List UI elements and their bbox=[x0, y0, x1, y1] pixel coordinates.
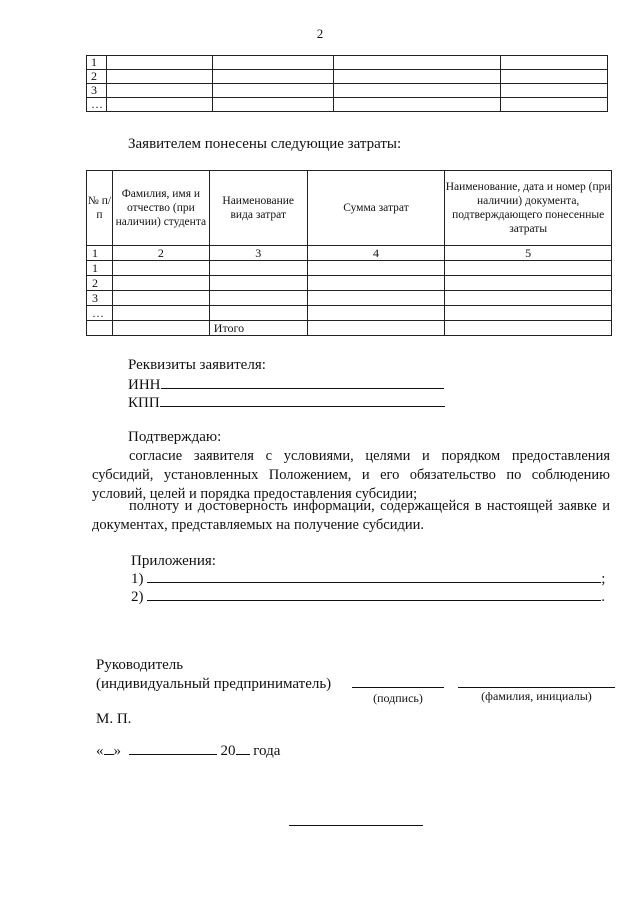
confirm-paragraph-2: полноту и достоверность информации, содержащейся в настоящей заявке и документах, представляемых на получение субсидии. bbox=[92, 498, 610, 533]
table-cell bbox=[112, 321, 209, 336]
day-field[interactable] bbox=[104, 754, 114, 755]
row-number: … bbox=[87, 98, 107, 112]
table-row bbox=[87, 306, 612, 321]
year-field[interactable] bbox=[236, 754, 250, 755]
column-number: 3 bbox=[209, 246, 307, 261]
table-cell bbox=[307, 321, 445, 336]
confirm-paragraph-1: согласие заявителя с условиями, целями и порядком предоставления субсидий, установленных Положением, и его обязательство по соблюдению условий, целей и порядка предоставления субсидии; bbox=[92, 448, 610, 502]
kpp-label: КПП bbox=[128, 395, 160, 411]
col-header-number: № п/п bbox=[87, 171, 113, 246]
requisites-title: Реквизиты заявителя: bbox=[128, 357, 266, 373]
table-cell bbox=[307, 276, 445, 291]
col-header-cost-type: Наименование вида затрат bbox=[209, 171, 307, 246]
table-cell bbox=[112, 261, 209, 276]
table-row bbox=[87, 56, 608, 70]
table-cell bbox=[106, 98, 212, 112]
kpp-row bbox=[128, 394, 445, 413]
attachment-1-field[interactable] bbox=[147, 582, 601, 583]
attachment-2-end: . bbox=[601, 589, 605, 605]
table-cell bbox=[333, 70, 501, 84]
table-cell bbox=[333, 84, 501, 98]
inn-row bbox=[128, 376, 444, 395]
name-line[interactable] bbox=[458, 687, 615, 688]
table-cell bbox=[112, 291, 209, 306]
attachment-2-label: 2) bbox=[131, 589, 144, 605]
table-cell bbox=[445, 291, 612, 306]
table-row bbox=[87, 84, 608, 98]
table-cell bbox=[501, 56, 608, 70]
table-cell bbox=[333, 56, 501, 70]
table-cell bbox=[445, 276, 612, 291]
table-row bbox=[87, 70, 608, 84]
year-suffix: года bbox=[253, 743, 281, 759]
signature-line[interactable] bbox=[352, 687, 444, 688]
date-close-quote: » bbox=[113, 743, 121, 759]
table-cell bbox=[333, 98, 501, 112]
attachments-title: Приложения: bbox=[131, 553, 216, 569]
table-cell bbox=[212, 56, 333, 70]
table-cell bbox=[501, 84, 608, 98]
row-number: 2 bbox=[87, 276, 113, 291]
table-cell bbox=[106, 84, 212, 98]
table-cell bbox=[209, 306, 307, 321]
table-row bbox=[87, 261, 612, 276]
table-cell bbox=[307, 291, 445, 306]
signature-role-line1: Руководитель bbox=[96, 657, 184, 673]
stamp-mark: М. П. bbox=[96, 711, 132, 727]
column-number: 4 bbox=[307, 246, 445, 261]
table-cell bbox=[307, 261, 445, 276]
table-row bbox=[87, 98, 608, 112]
table-cell bbox=[112, 276, 209, 291]
year-prefix: 20 bbox=[220, 743, 236, 759]
kpp-field[interactable] bbox=[160, 406, 445, 407]
table-cell bbox=[106, 56, 212, 70]
top-table bbox=[86, 55, 608, 112]
table-cell bbox=[212, 98, 333, 112]
col-header-student: Фамилия, имя и отчество (при наличии) студента bbox=[112, 171, 209, 246]
page-number: 2 bbox=[316, 26, 324, 41]
bottom-divider bbox=[289, 825, 423, 826]
confirm-title: Подтверждаю: bbox=[128, 429, 222, 445]
row-number: … bbox=[87, 306, 113, 321]
column-number: 1 bbox=[87, 246, 113, 261]
column-number: 2 bbox=[112, 246, 209, 261]
table-cell bbox=[209, 276, 307, 291]
signature-caption: (подпись) bbox=[373, 691, 423, 705]
table-row bbox=[87, 291, 612, 306]
table-cell bbox=[445, 321, 612, 336]
cost-table bbox=[86, 170, 612, 336]
row-number: 3 bbox=[87, 291, 113, 306]
table-cell bbox=[87, 321, 113, 336]
table-cell bbox=[307, 306, 445, 321]
costs-intro: Заявителем понесены следующие затраты: bbox=[128, 136, 402, 152]
col-header-amount: Сумма затрат bbox=[307, 171, 445, 246]
month-field[interactable] bbox=[129, 754, 217, 755]
date-row bbox=[96, 742, 280, 761]
table-cell bbox=[212, 70, 333, 84]
row-number: 1 bbox=[87, 56, 107, 70]
row-number: 2 bbox=[87, 70, 107, 84]
name-caption: (фамилия, инициалы) bbox=[481, 689, 592, 703]
attachment-2-field[interactable] bbox=[147, 600, 601, 601]
table-cell bbox=[501, 70, 608, 84]
col-header-document: Наименование, дата и номер (при наличии) документа, подтверждающего понесенные затраты bbox=[445, 171, 612, 246]
signature-role-line2: (индивидуальный предприниматель) bbox=[96, 676, 332, 692]
table-cell bbox=[112, 306, 209, 321]
table-cell bbox=[445, 261, 612, 276]
table-row bbox=[87, 276, 612, 291]
table-cell bbox=[106, 70, 212, 84]
inn-label: ИНН bbox=[128, 377, 161, 393]
table-header-row bbox=[87, 171, 612, 246]
attachment-1 bbox=[131, 570, 611, 589]
column-number: 5 bbox=[445, 246, 612, 261]
row-number: 3 bbox=[87, 84, 107, 98]
table-cell bbox=[501, 98, 608, 112]
table-cell bbox=[209, 291, 307, 306]
attachment-1-end: ; bbox=[601, 571, 606, 587]
table-cell bbox=[445, 306, 612, 321]
inn-field[interactable] bbox=[161, 388, 444, 389]
table-cell bbox=[209, 261, 307, 276]
attachment-2 bbox=[131, 588, 611, 607]
table-cell bbox=[212, 84, 333, 98]
total-row bbox=[87, 321, 612, 336]
total-label: Итого bbox=[209, 321, 307, 336]
row-number: 1 bbox=[87, 261, 113, 276]
date-open-quote: « bbox=[96, 743, 104, 759]
attachment-1-label: 1) bbox=[131, 571, 144, 587]
column-numbers-row bbox=[87, 246, 612, 261]
